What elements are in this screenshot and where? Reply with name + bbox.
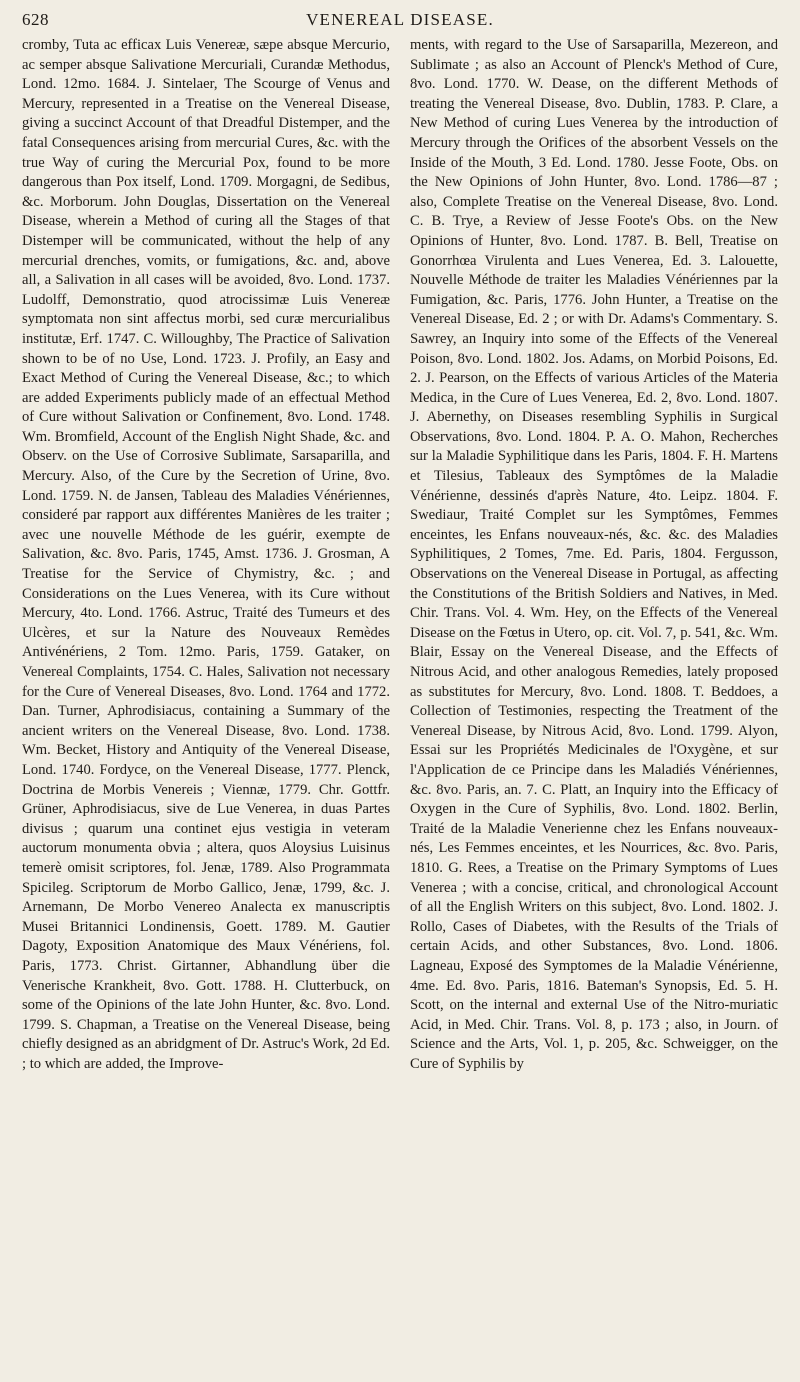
left-column <box>22 36 390 1074</box>
page-number: 628 <box>22 10 49 29</box>
left-column-text: cromby, Tuta ac efficax Luis Venereæ, sæpe absque Mercurio, ac semper absque Salivatione Mercuriali, Curandæ Methodus, Lond. 12mo. 1684. J. Sintelaer, The Scourge of Venus and Mercury, represented in a Treatise on the Venereal Disease, giving a succinct Account of that Dreadful Distemper, and the fatal Consequences arising from mercurial Cures, &c. with the true Way of curing the Mercurial Pox, found to be more dangerous than Pox itself, Lond. 1709. Morgagni, de Sedibus, &c. Morborum. John Douglas, Dissertation on the Venereal Disease, wherein a Method of curing all the Stages of that Distemper will be communicated, without the help of any mercurial drenches, vomits, or fumigations, &c. and, above all, a Salivation in all cases will be avoided, 8vo. Lond. 1737. Ludolff, Demonstratio, quod atrocissimæ Luis Venereæ symptomata non sint affectus morbi, sed curæ mercurialibus institutæ, Erf. 1747. C. Willoughby, The Practice of Salivation shown to be of no Use, Lond. 1723. J. Profily, an Easy and Exact Method of Curing the Venereal Disease, &c.; to which are added Experiments publicly made of an effectual Method of Cure without Salivation or Confinement, 8vo. Lond. 1748. Wm. Bromfield, Account of the English Night Shade, &c. and Observ. on the Use of Corrosive Sublimate, Sarsaparilla, and Mercury. Also, of the Cure by the Secretion of Urine, 8vo. Lond. 1759. N. de Jansen, Tableau des Maladies Vénériennes, consideré par rapport aux différentes Manières de les traiter ; avec une nouvelle Méthode de les guérir, exempte de Salivation, &c. 8vo. Paris, 1745, Amst. 1736. J. Grosman, A Treatise for the Service of Chymistry, &c. ; and Considerations on the Lues Venerea, with its Cure without Mercury, 4to. Lond. 1766. Astruc, Traité des Tumeurs et des Ulcères, et sur la Nature des Nouveaux Remèdes Antivénériens, 2 Tom. 12mo. Paris, 1759. Gataker, on Venereal Complaints, 1754. C. Hales, Salivation not necessary for the Cure of Venereal Diseases, 8vo. Lond. 1764 and 1772. Dan. Turner, Aphrodisiacus, containing a Summary of the ancient writers on the Venereal Disease, 8vo. Lond. 1738. Wm. Becket, History and Antiquity of the Venereal Disease, Lond. 1740. Fordyce, on the Venereal Disease, 1777. Plenck, Doctrina de Morbis Venereis ; Viennæ, 1779. Chr. Gottfr. Grüner, Aphrodisiacus, sive de Lue Venerea, in duas Partes divisus ; quarum una continet ejus vestigia in veteram auctorum monumenta obvia ; altera, quos Aloysius Luisinus temerè omisit scriptores, fol. Jenæ, 1789. Also Programmata Spicileg. Scriptorum de Morbo Gallico, Jenæ, 1799, &c. J. Arnemann, De Morbo Venereo Analecta ex manuscriptis Musei Britannici Londinensis, Goett. 1789. M. Gautier Dagoty, Exposition Anatomique des Maux Vénériens, fol. Paris, 1773. Christ. Girtanner, Abhandlung über die Venerische Krankheit, 8vo. Gott. 1788. H. Clutterbuck, on some of the Opinions of the late John Hunter, &c. 8vo. Lond. 1799. S. Chapman, a Treatise on the Venereal Disease, being chiefly designed as an abridgment of Dr. Astruc's Work, 2d Ed. ; to which are added, the Improve- <box>22 37 390 1072</box>
running-head <box>22 10 778 32</box>
text-columns <box>22 36 778 1074</box>
running-title: VENEREAL DISEASE. <box>306 10 494 29</box>
right-column-text: ments, with regard to the Use of Sarsaparilla, Mezereon, and Sublimate ; as also an Account of Plenck's Method of Cure, 8vo. Lond. 1770. W. Dease, on the different Methods of treating the Venereal Disease, 8vo. Dublin, 1783. P. Clare, a New Method of curing Lues Venerea by the introduction of Mercury through the Orifices of the absorbent Vessels on the Inside of the Mouth, 3 Ed. Lond. 1780. Jesse Foote, Obs. on the New Opinions of John Hunter, 8vo. Lond. 1786—87 ; also, Complete Treatise on the Venereal Disease, 8vo. Lond. C. B. Trye, a Review of Jesse Foote's Obs. on the New Opinions of Hunter, 8vo. Lond. 1787. B. Bell, Treatise on Gonorrhœa Virulenta and Lues Venerea, Ed. 3. Lalouette, Nouvelle Méthode de traiter les Maladies Vénériennes par la Fumigation, &c. Paris, 1776. John Hunter, a Treatise on the Venereal Disease, Ed. 2 ; or with Dr. Adams's Commentary. S. Sawrey, an Inquiry into some of the Effects of the Venereal Poison, 8vo. Lond. 1802. Jos. Adams, on Morbid Poisons, Ed. 2. J. Pearson, on the Effects of various Articles of the Materia Medica, in the Cure of Lues Venerea, Ed. 2, 8vo. Lond. 1807. J. Abernethy, on Diseases resembling Syphilis in Surgical Observations, 8vo. Lond. 1804. P. A. O. Mahon, Recherches sur la Maladie Syphilitique dans les Paris, 1804. F. H. Martens et Tilesius, Tableaux des Symptômes de la Maladie Vénérienne, dessinés d'après Nature, 4to. Leipz. 1804. F. Swediaur, Traité Complet sur les Symptômes, Femmes enceintes, les Enfans nouveaux-nés, &c. &c. des Maladies Syphilitiques, 2 Tomes, 7me. Ed. Paris, 1804. Fergusson, Observations on the Venereal Disease in Portugal, as affecting the Constitutions of the British Soldiers and Natives, in Med. Chir. Trans. Vol. 4. Wm. Hey, on the Effects of the Venereal Disease on the Fœtus in Utero, op. cit. Vol. 7, p. 541, &c. Wm. Blair, Essay on the Venereal Disease, and the Effects of Nitrous Acid, and other analogous Remedies, lately proposed as substitutes for Mercury, 8vo. Lond. 1808. T. Beddoes, a Collection of Testimonies, respecting the Treatment of the Venereal Disease, by Nitrous Acid, 8vo. Lond. 1799. Alyon, Essai sur les Propriétés Medicinales de l'Oxygène, et sur l'Application de ce Principe dans les Maladiés Vénériennes, &c. 8vo. Paris, an. 7. C. Platt, an Inquiry into the Efficacy of Oxygen in the Cure of Syphilis, 8vo. Lond. 1802. Berlin, Traité de la Maladie Venerienne chez les Enfans nouveaux-nés, Les Femmes enceintes, et les Nourrices, &c. 8vo. Paris, 1810. G. Rees, a Treatise on the Primary Symptoms of Lues Venerea ; with a concise, critical, and chronological Account of all the English Writers on this subject, 8vo. Lond. 1802. J. Rollo, Cases of Diabetes, with the Results of the Trials of certain Acids, and other Substances, 8vo. Lond. 1806. Lagneau, Exposé des Symptomes de la Maladie Vénérienne, 4me. Ed. 8vo. Paris, 1816. Bateman's Synopsis, Ed. 5. H. Scott, on the internal and external Use of the Nitro-muriatic Acid, in Med. Chir. Trans. Vol. 8, p. 173 ; also, in Journ. of Science and the Arts, Vol. 1, p. 205, &c. Schweigger, on the Cure of Syphilis by <box>410 37 778 1072</box>
right-column <box>410 36 778 1074</box>
